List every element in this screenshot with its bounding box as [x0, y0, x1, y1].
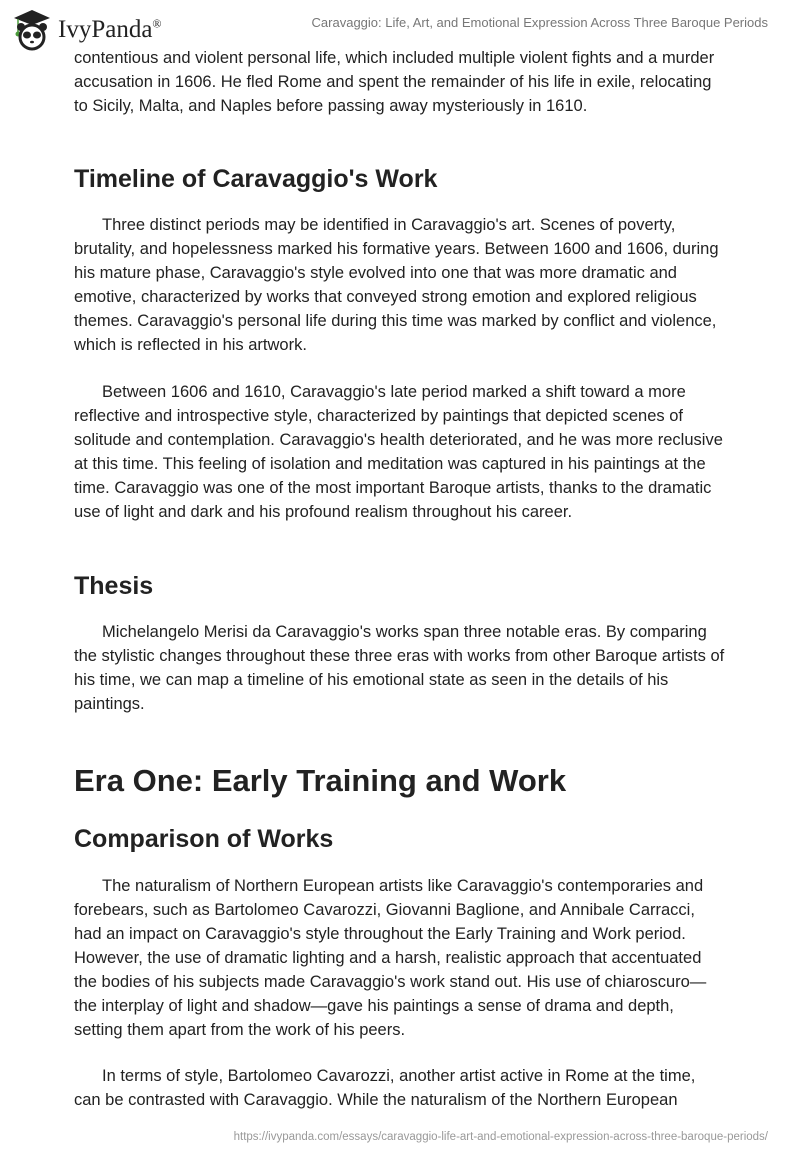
logo-text: IvyPanda®: [58, 16, 162, 43]
chapter-heading-era-one: Era One: Early Training and Work: [74, 763, 567, 798]
paragraph: Between 1606 and 1610, Caravaggio's late period marked a shift toward a more reflective and introspective style, characterized by paintings that depicted scenes of solitude and contemplation. Caravaggio's health deteriorated, and he was more reclusive at this time. This feeling of isolation and meditation was captured in his paintings at the time. Caravaggio was one of the most important Baroque artists, thanks to the dramatic use of light and dark and his profound realism throughout his career.: [74, 383, 723, 521]
paragraph: The naturalism of Northern European artists like Caravaggio's contemporaries and forebears, such as Bartolomeo Cavarozzi, Giovanni Baglione, and Annibale Carracci, had an impact on Caravaggio's style throughout the Early Training and Work period. However, the use of dramatic lighting and a harsh, realistic approach that accentuated the bodies of his subjects made Caravaggio's work stand out. His use of chiaroscuro—the interplay of light and shadow—gave his paintings a sense of drama and depth, setting them apart from the work of his peers.: [74, 877, 707, 1039]
document-title: Caravaggio: Life, Art, and Emotional Expression Across Three Baroque Periods: [311, 15, 768, 30]
section-heading-thesis: Thesis: [74, 572, 154, 600]
panda-graduate-icon: [12, 8, 52, 52]
paragraph: Three distinct periods may be identified in Caravaggio's art. Scenes of poverty, brutality, and hopelessness marked his formative years. Between 1600 and 1606, during his mature phase, Caravaggio's style evolved into one that was more dramatic and emotive, characterized by works that conveyed strong emotion and explored religious themes. Caravaggio's personal life during this time was marked by conflict and violence, which is reflected in his artwork.: [74, 216, 719, 354]
section-heading-comparison: Comparison of Works: [74, 825, 334, 853]
paragraph: Michelangelo Merisi da Caravaggio's works span three notable eras. By comparing the stylistic changes throughout these three eras with works from other Baroque artists of his time, we can map a timeline of his emotional state as seen in the details of his paintings.: [74, 623, 725, 713]
paragraph: contentious and violent personal life, which included multiple violent fights and a murder accusation in 1606. He fled Rome and spent the remainder of his life in exile, relocating to Sicily, Malta, and Naples before passing away mysteriously in 1610.: [74, 49, 715, 115]
essay-content: [74, 46, 726, 1112]
paragraph: In terms of style, Bartolomeo Cavarozzi, another artist active in Rome at the time, can be contrasted with Caravaggio. While the naturalism of the Northern European: [74, 1067, 696, 1109]
section-heading-timeline: Timeline of Caravaggio's Work: [74, 165, 438, 193]
source-url[interactable]: https://ivypanda.com/essays/caravaggio-life-art-and-emotional-expression-across-three-baroque-periods/: [233, 1131, 768, 1143]
